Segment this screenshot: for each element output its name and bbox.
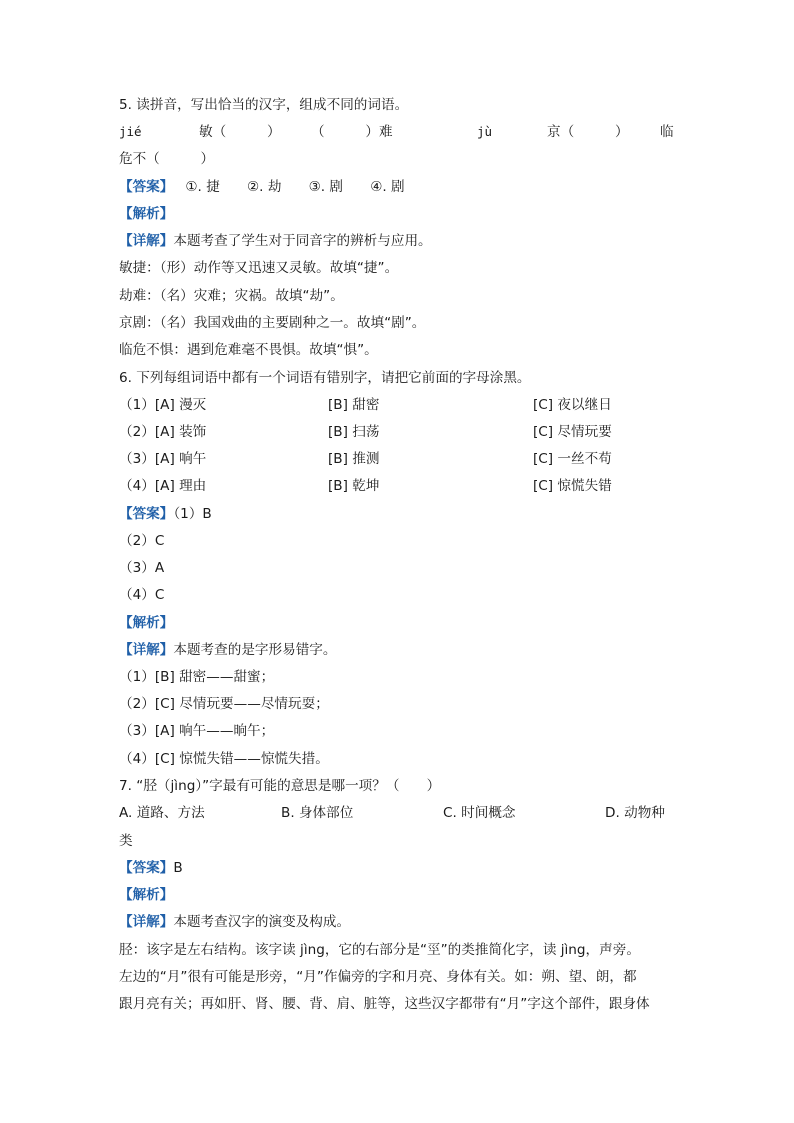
q6-option-b: [B] 扫荡 [328,424,380,440]
q6-fix: （3）[A] 响午——晌午； [119,723,275,739]
q6-option-a: （2）[A] 装饰 [119,424,207,440]
q6-answer-line [119,504,212,524]
answer-tag: 【答案】 [119,506,174,522]
q6-row [119,395,679,415]
q6-detail: 本题考查的是字形易错字。 [173,642,337,658]
q7-option-c: C. 时间概念 [443,805,516,821]
q6-row [119,449,679,469]
q6-answer: （2）C [119,533,165,549]
q6-row [119,422,679,442]
q5-lin: 临 [660,124,674,140]
q7-title: 7. “胫（jìng）”字最有可能的意思是哪一项？（ ） [119,778,441,794]
q6-fix: （2）[C] 尽情玩要——尽情玩耍； [119,696,329,712]
q6-answer: （3）A [119,560,165,576]
q6-fix: （4）[C] 惊慌失错——惊慌失措。 [119,751,329,767]
q5-explain-2: 劫难：（名）灾难；灾祸。故填“劫”。 [119,288,344,304]
answer-tag: 【答案】 [119,860,174,876]
q7-paragraph-1: 胫：该字是左右结构。该字读 jìng，它的右部分是“巠”的类推简化字，读 jìng，声旁。 [119,942,640,958]
q5-explain-4: 临危不惧：遇到危难毫不畏惧。故填“惧”。 [119,342,378,358]
q5-detail: 本题考查了学生对于同音字的辨析与应用。 [173,233,432,249]
q6-fix: （1）[B] 甜密——甜蜜； [119,669,275,685]
q5-blank-2: （ ）难 [311,124,393,140]
q6-option-c: [C] 惊慌失错 [533,478,612,494]
q6-detail-line [119,640,337,660]
answer-tag: 【答案】 [119,179,174,195]
q7-paragraph-3: 跟月亮有关；再如肝、肾、腰、背、肩、脏等，这些汉字都带有“月”字这个部件，跟身体 [119,996,650,1012]
q7-answer-line [119,858,183,878]
q6-answer: （1）B [173,506,212,522]
detail-tag: 【详解】 [119,914,174,930]
q5-blank-3: 京（ ） [547,124,629,140]
q5-pinyin-ju: jù [477,124,493,139]
q6-option-a: （1）[A] 漫灭 [119,397,207,413]
analysis-tag: 【解析】 [119,206,174,222]
q7-option-b: B. 身体部位 [281,805,354,821]
q6-option-b: [B] 推测 [328,451,380,467]
detail-tag: 【详解】 [119,233,174,249]
q5-blank-4: 危不（ ） [119,151,215,167]
q7-paragraph-2: 左边的“月”很有可能是形旁，“月”作偏旁的字和月亮、身体有关。如：朔、望、朗，都 [119,969,637,985]
analysis-tag: 【解析】 [119,887,174,903]
q5-pinyin-jie: jié [119,124,142,139]
q5-explain-3: 京剧：（名）我国戏曲的主要剧种之一。故填“剧”。 [119,315,426,331]
q6-option-c: [C] 夜以继日 [533,397,612,413]
q5-pinyin-row [119,122,679,142]
q7-options [119,803,679,823]
detail-tag: 【详解】 [119,642,174,658]
q5-answer-line [119,177,405,197]
q5-explain-1: 敏捷：（形）动作等又迅速又灵敏。故填“捷”。 [119,260,399,276]
q6-title: 6. 下列每组词语中都有一个词语有错别字，请把它前面的字母涂黑。 [119,370,531,386]
q6-option-c: [C] 一丝不苟 [533,451,612,467]
q5-blank-1: 敏（ ） [199,124,281,140]
q6-option-a: （3）[A] 响午 [119,451,207,467]
q6-option-b: [B] 乾坤 [328,478,380,494]
q6-option-a: （4）[A] 理由 [119,478,207,494]
q5-detail-line [119,231,432,251]
q6-answer: （4）C [119,587,165,603]
q7-answer: B [173,860,183,876]
q6-option-c: [C] 尽情玩要 [533,424,612,440]
q7-option-d-wrap: 类 [119,833,133,849]
q6-row [119,476,679,496]
q7-option-a: A. 道路、方法 [119,805,205,821]
q6-option-b: [B] 甜密 [328,397,380,413]
q7-detail-line [119,912,350,932]
q5-title: 5. 读拼音，写出恰当的汉字，组成不同的词语。 [119,97,409,113]
q7-detail: 本题考查汉字的演变及构成。 [173,914,351,930]
analysis-tag: 【解析】 [119,615,174,631]
q7-option-d: D. 动物种 [605,805,665,821]
q5-answer: ①. 捷 ②. 劫 ③. 剧 ④. 剧 [185,179,405,195]
